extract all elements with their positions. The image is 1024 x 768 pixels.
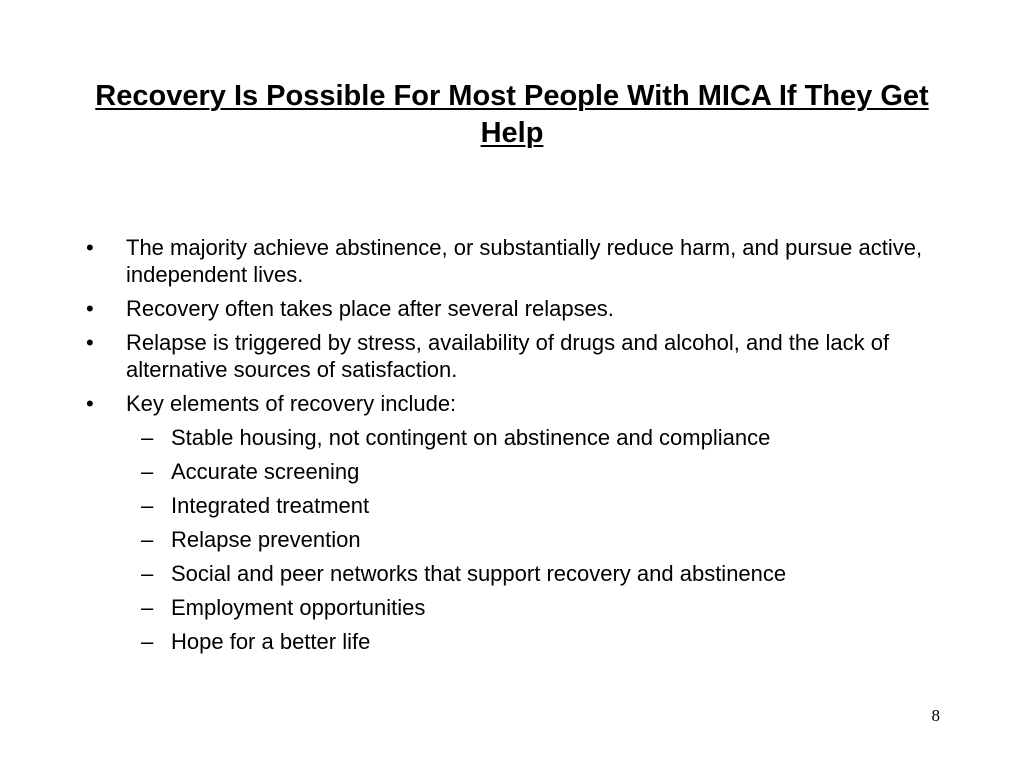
sub-bullet-text: Integrated treatment	[171, 493, 370, 518]
slide-title: Recovery Is Possible For Most People With MICA If They Get Help	[95, 80, 929, 149]
bullet-marker: •	[86, 330, 94, 355]
sub-bullet-text: Hope for a better life	[171, 629, 371, 654]
sub-bullet-marker: –	[141, 629, 154, 654]
sub-bullet-item	[126, 560, 946, 587]
sub-bullet-marker: –	[141, 425, 154, 450]
sub-bullet-text: Employment opportunities	[171, 595, 426, 620]
sub-bullet-item	[126, 492, 946, 519]
bullet-list	[86, 234, 946, 662]
sub-bullet-marker: –	[141, 459, 154, 484]
sub-bullet-item	[126, 424, 946, 451]
bullet-item	[86, 234, 946, 288]
bullet-item	[86, 329, 946, 383]
sub-bullet-item	[126, 628, 946, 655]
sub-bullet-text: Social and peer networks that support recovery and abstinence	[171, 561, 787, 586]
bullet-item	[86, 390, 946, 655]
sub-bullet-marker: –	[141, 595, 154, 620]
bullet-text: Relapse is triggered by stress, availability of drugs and alcohol, and the lack of alternative sources of satisfaction.	[126, 330, 890, 382]
bullet-text: Recovery often takes place after several relapses.	[126, 296, 614, 321]
sub-bullet-marker: –	[141, 527, 154, 552]
sub-bullet-marker: –	[141, 561, 154, 586]
sub-bullet-marker: –	[141, 493, 154, 518]
bullet-item	[86, 295, 946, 322]
bullet-marker: •	[86, 391, 94, 416]
bullet-marker: •	[86, 296, 94, 321]
bullet-text: Key elements of recovery include:	[126, 391, 457, 416]
sub-bullet-text: Relapse prevention	[171, 527, 361, 552]
sub-bullet-text: Accurate screening	[171, 459, 360, 484]
sub-bullet-text: Stable housing, not contingent on abstinence and compliance	[171, 425, 771, 450]
sub-bullet-item	[126, 594, 946, 621]
sub-bullet-item	[126, 526, 946, 553]
bullet-marker: •	[86, 235, 94, 260]
sub-bullet-item	[126, 458, 946, 485]
bullet-text: The majority achieve abstinence, or substantially reduce harm, and pursue active, independent lives.	[126, 235, 923, 287]
sub-bullet-list	[126, 424, 946, 655]
page-number: 8	[931, 706, 940, 725]
